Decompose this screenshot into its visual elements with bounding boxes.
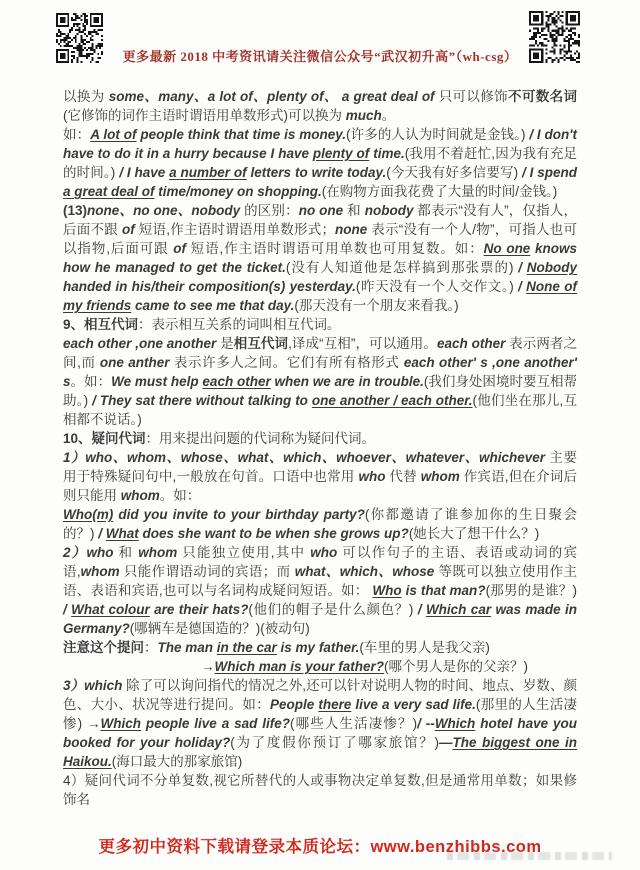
scan-artifact	[447, 852, 612, 860]
text-run: What colour	[71, 602, 150, 617]
text-run: (昨天没有一个人交作文。)	[355, 279, 519, 294]
text-run: 以换为	[63, 89, 109, 104]
text-run: 相互代词	[233, 336, 289, 351]
text-run: 只能独立使用,其中	[182, 545, 311, 560]
text-run: Who	[372, 583, 402, 598]
text-run: People	[270, 697, 319, 712]
text-run: 表示许多人之间。它们有所有格形式	[173, 355, 404, 370]
text-run: (13)	[63, 203, 88, 218]
text-run: The biggest one in Haikou.	[63, 735, 577, 769]
text-run: / I spend	[521, 165, 577, 180]
text-run: Which man is your father?	[214, 659, 385, 674]
text-run: /	[63, 602, 72, 617]
text-run: (哪些人生活凄惨？)	[289, 716, 418, 731]
text-run: —	[439, 735, 453, 750]
text-run: each other	[436, 336, 510, 351]
paragraph	[63, 334, 577, 429]
text-run: ,译成“互相”，可以通用。	[288, 336, 437, 351]
text-run: people live a sad life?	[141, 716, 290, 731]
text-run: 短语,作主语时谓语可用单数也可用复数。如：	[190, 241, 484, 256]
text-run: 3）which	[63, 678, 127, 693]
text-run: 1）who、whom、whose、what、which、whoever、whatever、whichever	[63, 450, 550, 465]
text-run: (它修饰的词作主语时谓语用单数形式)可以换为	[63, 108, 346, 123]
text-run: one another / each other.	[311, 393, 473, 408]
text-run: letters to write today.	[246, 165, 387, 180]
text-run: is that man?	[401, 583, 486, 598]
text-run: ：用来提出问题的代词称为疑问代词。	[145, 431, 376, 446]
text-run: whom	[80, 564, 124, 579]
text-run: 除了可以询问指代的情况之外,还可以针对说明人物的时间、地点、岁数、颜色、大小、状况等进行提问。如：	[63, 678, 577, 712]
text-run: A lot of	[90, 127, 137, 142]
text-run: Which car	[425, 602, 492, 617]
text-run: plenty of	[312, 146, 370, 161]
text-run: whom	[420, 469, 464, 484]
text-run: / They sat there without talking to	[92, 393, 312, 408]
text-run: who	[358, 469, 390, 484]
text-run: (我们身处困境时要互相帮助。)	[63, 374, 578, 408]
text-run: 代替	[389, 469, 421, 484]
text-run: 。如：	[70, 374, 112, 389]
text-run: / I don't have to do it in a hurry because I have	[63, 127, 578, 161]
text-run: 等既可以独立使用作主语、表语和宾语,也可以与名词构成疑问短语。如：	[63, 564, 578, 598]
document-body	[63, 87, 577, 809]
text-run: came to see me that day.	[131, 298, 295, 313]
text-run: (我用不着赶忙,因为我有充足的时间。)	[63, 146, 577, 180]
text-run: 可以作句子的主语、表语或动词的宾语,	[63, 545, 577, 579]
paragraph	[63, 429, 577, 448]
text-run: None of my friends	[63, 279, 577, 313]
text-run: one anther	[99, 355, 174, 370]
text-run: 只可以修饰	[438, 89, 509, 104]
paragraph	[63, 771, 577, 809]
text-run: /	[518, 260, 527, 275]
text-run: (车里的男人是我父亲)	[359, 640, 490, 655]
text-run: is my father.	[276, 640, 360, 655]
text-run: a number of	[169, 165, 247, 180]
text-run: 都表示“没有人”，仅指人，后面不跟	[63, 203, 578, 237]
text-run: (他们的帽子是什么颜色？)	[248, 602, 418, 617]
text-run: (你都邀请了谁参加你的生日聚会的？)	[63, 507, 577, 541]
paragraph	[63, 638, 577, 657]
paragraph	[63, 125, 577, 201]
text-run: Who(m)	[63, 507, 114, 522]
text-run: does she want to be when she grows up?	[138, 526, 409, 541]
text-run: 。如：	[159, 488, 201, 503]
text-run: (哪辆车是德国造的？)(被动句)	[129, 621, 310, 636]
text-run: some、many、a lot of、plenty of、 a great deal of	[108, 89, 439, 104]
text-run: whom	[138, 545, 183, 560]
text-run: (哪个男人是你的父亲？)	[384, 659, 529, 674]
paragraph	[63, 315, 577, 334]
paragraph	[63, 201, 577, 315]
text-run: 4）疑问代词不分单复数,视它所替代的人或事物决定单复数,但是通常用单数；如果修饰名	[63, 773, 577, 807]
text-run: did you invite to your birthday party?	[113, 507, 365, 522]
text-run: / --	[417, 716, 435, 731]
text-run: (许多的人认为时间就是金钱。)	[346, 127, 530, 142]
text-run: nobody	[364, 203, 418, 218]
text-run: in the car	[216, 640, 277, 655]
text-run: The man	[157, 640, 217, 655]
text-run: Which	[434, 716, 476, 731]
text-run: 和	[118, 545, 139, 560]
text-run: 不可数名词	[508, 89, 578, 104]
text-run: ：	[144, 640, 158, 655]
text-run: (没有人知道他是怎样搞到那张票的)	[285, 260, 519, 275]
text-run: time/money on shopping.	[154, 184, 322, 199]
text-run: each other' s ,one another' s	[63, 355, 577, 389]
text-run: who	[310, 545, 343, 560]
text-run: of	[122, 222, 139, 237]
text-run: none	[335, 222, 372, 237]
text-run: 表示两者之间,而	[63, 336, 578, 370]
text-run: 10、疑问代词	[63, 431, 146, 446]
text-run: people think that time is money.	[136, 127, 346, 142]
text-run: are their hats?	[149, 602, 249, 617]
paragraph	[63, 505, 577, 543]
text-run: /	[98, 526, 106, 541]
text-run: none、no one、nobody	[87, 203, 245, 218]
text-run: whom	[120, 488, 160, 503]
text-run: hotel have you booked for your holiday?	[63, 716, 577, 750]
paragraph	[63, 657, 577, 676]
text-run: 如：	[63, 127, 91, 142]
paragraph	[63, 676, 577, 771]
paragraph	[63, 87, 577, 125]
text-run: 只能作谓语动词的宾语；而	[123, 564, 295, 579]
qr-code-icon	[56, 13, 103, 63]
text-run: (那里的人生活凄惨) →	[63, 697, 578, 731]
text-run: 作宾语,但在介词后则只能用	[63, 469, 577, 503]
text-run: Which	[100, 716, 142, 731]
header-notice: 更多最新 2018 中考资讯请关注微信公众号“武汉初升高”（wh-csg）	[122, 49, 518, 64]
text-run: 短语,作主语时谓语用单数形式；	[138, 222, 335, 237]
text-run: live a very sad life.	[351, 697, 476, 712]
text-run: of	[173, 241, 191, 256]
text-run: each other ,one another	[63, 336, 221, 351]
text-run: when we are in trouble.	[270, 374, 424, 389]
paragraph	[63, 448, 577, 505]
text-run: 的区别：	[244, 203, 299, 218]
text-run: was made in Germany?	[63, 602, 577, 636]
footer-notice: 更多初中资料下载请登录本质论坛：www.benzhibbs.com	[98, 838, 542, 856]
text-run: (为了度假你预订了哪家旅馆？)	[230, 735, 440, 750]
text-run: What	[105, 526, 139, 541]
text-run: 主要用于特殊疑问句中,一般放在句首。口语中也常用	[63, 450, 578, 484]
text-run: (海口最大的那家旅馆)	[111, 754, 243, 769]
text-run: No one	[483, 241, 531, 256]
text-run: much	[345, 108, 382, 123]
text-run: /	[417, 602, 426, 617]
text-run: 表示“没有一个人/物”，可指人也可以指物,后面可跟	[63, 222, 577, 256]
text-run: (他们坐在那儿,互相都不说话。)	[63, 393, 577, 427]
text-run: ：表示相互关系的词叫相互代词。	[138, 317, 341, 332]
text-run: / I have	[119, 165, 170, 180]
text-run: (那男的是谁？)	[485, 583, 577, 598]
text-run: (她长大了想干什么？)	[408, 526, 540, 541]
text-run: We must help	[111, 374, 203, 389]
text-run: no one	[298, 203, 348, 218]
text-run: each other	[202, 374, 271, 389]
text-run: 9、相互代词	[63, 317, 139, 332]
text-run: time.	[369, 146, 405, 161]
text-run: (在购物方面我花费了大量的时间/金钱。)	[321, 184, 558, 199]
text-run: 。	[381, 108, 396, 123]
text-run: there	[318, 697, 352, 712]
text-run: what、which、whose	[294, 564, 439, 579]
text-run: /	[518, 279, 527, 294]
text-run: 是	[220, 336, 234, 351]
paragraph	[63, 543, 577, 638]
text-run: handed in his/their composition(s) yesterday.	[63, 279, 356, 294]
text-run: 和	[347, 203, 365, 218]
text-run: 2）who	[63, 545, 119, 560]
text-run: a great deal of	[63, 184, 155, 199]
text-run: knows how he managed to get the ticket.	[63, 241, 578, 275]
text-run: (那天没有一个朋友来看我。)	[294, 298, 459, 313]
text-run: →	[201, 659, 215, 674]
text-run: Nobody	[526, 260, 577, 275]
text-run: 注意这个提问	[63, 640, 144, 655]
text-run: (今天我有好多信要写)	[386, 165, 522, 180]
